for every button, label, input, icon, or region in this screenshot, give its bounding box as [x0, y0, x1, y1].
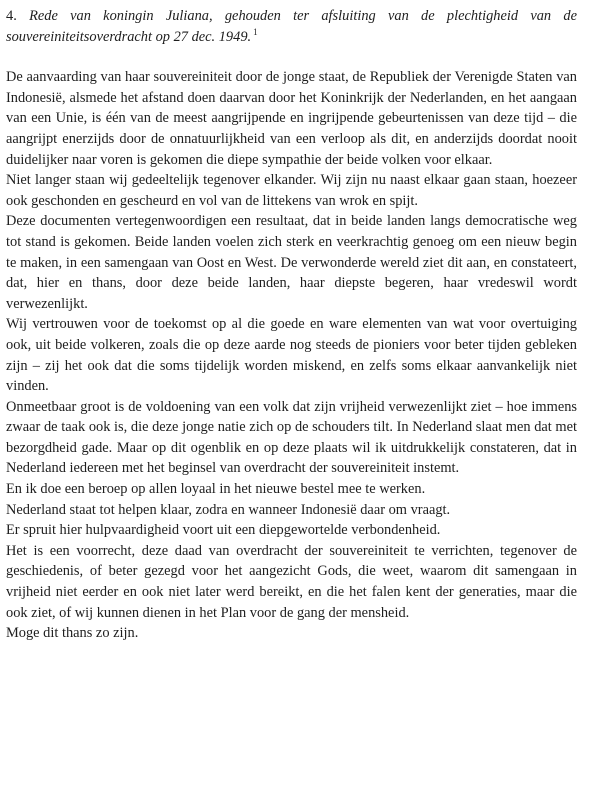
- document-page: [6, 6, 577, 644]
- speech-heading: [6, 6, 577, 47]
- paragraph-10: Moge dit thans zo zijn.: [6, 625, 139, 642]
- heading-number: 4.: [6, 8, 17, 24]
- paragraph-8: Er spruit hier hulpvaardigheid voort uit een diepgewortelde verbondenheid.: [6, 522, 441, 539]
- paragraph-5: Onmeetbaar groot is de voldoening van een volk dat zijn vrijheid verwezenlijkt ziet – hoe immens zwaar de taak ook is, die deze jonge natie zich op de schouders tilt. In Nederland slaat men dat met bezorgdheid gade. Maar op dit ogenblik en op deze plaats wil ik uitdrukkelijk constateren, dat in Nederland iedereen met het beginsel van overdracht der souvereiniteit instemt.: [6, 398, 577, 477]
- paragraph-2: Niet langer staan wij gedeeltelijk tegenover elkander. Wij zijn nu naast elkaar gaan staan, hoezeer ook geschonden en gescheurd en vol van de littekens van wrok en spijt.: [6, 172, 577, 209]
- paragraph-6: En ik doe een beroep op allen loyaal in het nieuwe bestel mee te werken.: [6, 481, 426, 498]
- paragraph-3: Deze documenten vertegenwoordigen een resultaat, dat in beide landen langs democratische weg tot stand is gekomen. Beide landen voelen zich sterk en veerkrachtig genoeg om een nieuw begin te maken, in een samengaan van Oost en West. De verwonderde wereld ziet dit aan, en constateert, dat, hier en thans, door deze beide landen, haar diepste begeren, haar vredeswil wordt verwezenlijkt.: [6, 213, 577, 312]
- footnote-reference[interactable]: 1: [253, 26, 258, 37]
- paragraph-7: Nederland staat tot helpen klaar, zodra en wanneer Indonesië daar om vraagt.: [6, 501, 451, 518]
- paragraph-9: Het is een voorrecht, deze daad van overdracht der souvereiniteit te verrichten, tegenover de geschiedenis, of beter gezegd voor het aangezicht Gods, die weet, waarom dit samengaan in vrijheid niet eerder en ook niet later werd bereikt, en die het falen kent der generaties, maar die ook ziet, of wij kunnen dienen in het Plan voor de gang der mensheid.: [6, 542, 577, 621]
- paragraph-4: Wij vertrouwen voor de toekomst op al die goede en ware elementen van wat voor overtuiging ook, uit beide volkeren, zoals die op deze aarde nog steeds de pioniers voor beter tijden gebleken zijn – zij het ook dat die soms tijdelijk worden miskend, en zelfs soms elkaar aanvankelijk niet vinden.: [6, 316, 577, 395]
- paragraph-1: De aanvaarding van haar souvereiniteit door de jonge staat, de Republiek der Verenigde Staten van Indonesië, alsmede het afstand doen daarvan door het Koninkrijk der Nederlanden, en het aangaan van een Unie, is één van de meest aangrijpende en ingrijpende gebeurtenissen van deze tijd – die aangrijpt enerzijds door de onnatuurlijkheid van een verloop als dit, en anderzijds doordat nooit duidelijker naar voren is gekomen die diepe sympathie der beide volken voor elkaar.: [6, 69, 577, 168]
- heading-title: Rede van koningin Juliana, gehouden ter afsluiting van de plechtigheid van de souvereiniteitsoverdracht op 27 dec. 1949.: [6, 8, 577, 45]
